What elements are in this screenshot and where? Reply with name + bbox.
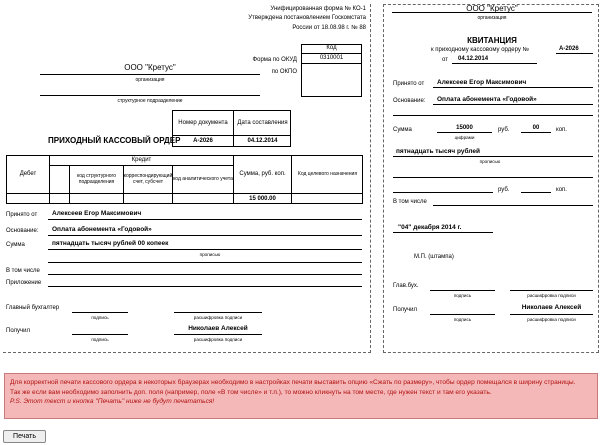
col-sum: Сумма, руб. коп. (239, 171, 286, 178)
subdivision-label: структурное подразделение (117, 98, 183, 104)
receipt-got-decoding-label: расшифровка подписи (527, 317, 576, 322)
receipt-rub-label-2: руб. (498, 187, 510, 193)
receipt-kop-label-2: коп. (556, 187, 567, 193)
receipt-number[interactable]: А-2026 (559, 46, 579, 52)
okpo-label: по ОКПО (271, 69, 297, 75)
receipt-basis-value[interactable]: Оплата абонемента «Годовой» (437, 96, 537, 103)
code-header: Код (301, 44, 362, 54)
order-number[interactable]: А-2026 (193, 137, 213, 144)
receipt-kop-label: коп. (556, 127, 567, 133)
receipt-to-order-label: к приходному кассовому ордеру № (431, 47, 529, 53)
sum-words[interactable]: пятнадцать тысяч рублей 00 копеек (52, 240, 169, 247)
approved-by: Утверждена постановлением Госкомстата (248, 15, 366, 21)
receipt-sum-kop[interactable]: 00 (532, 125, 540, 131)
col-account: корреспондирующий счет, субсчет (123, 172, 173, 185)
receipt-rub-label: руб. (498, 127, 510, 133)
approved-date: России от 18.08.98 г. № 88 (292, 25, 366, 31)
receipt-got-name[interactable]: Николаев Алексей (521, 304, 582, 311)
org-name[interactable]: ООО "Кретус" (124, 63, 176, 72)
okud-value[interactable]: 0310001 (301, 54, 362, 64)
col-analytic: код аналитического учета (173, 175, 233, 182)
print-button[interactable]: Печать (3, 430, 46, 443)
receipt-got-signature-label: подпись (453, 317, 472, 322)
receipt-including-label: В том числе (393, 199, 427, 205)
chief-signature-label: подпись (91, 315, 109, 320)
receipt-sum-label: Сумма (393, 127, 412, 133)
receipt-stamp-label: М.П. (штампа) (414, 254, 454, 260)
col-subdivision: код структурного подразделения (76, 172, 117, 185)
chief-decoding-label: расшифровка подписи (193, 315, 243, 320)
receipt-basis-label: Основание: (393, 98, 426, 104)
attachment-label: Приложение (6, 280, 42, 286)
receipt-including-line[interactable] (433, 205, 593, 206)
including-line[interactable] (48, 274, 362, 275)
okud-label: Форма по ОКУД (252, 57, 297, 63)
receipt-received-value[interactable]: Алексеев Егор Максимович (437, 79, 527, 86)
print-notice (4, 373, 598, 419)
chief-label: Главный бухгалтер (6, 305, 60, 311)
receipt-org-label: организация (477, 15, 507, 21)
number-label: Номер документа (178, 119, 228, 126)
receipt-frame (383, 4, 599, 353)
basis-value[interactable]: Оплата абонемента «Годовой» (52, 226, 152, 233)
receipt-in-words-label: прописью (479, 159, 501, 164)
receipt-chief-signature-label: подпись (453, 293, 472, 298)
receipt-received-label: Принято от (393, 81, 425, 87)
debit-header: Дебет (19, 171, 37, 178)
notice-line-1: Для корректной печати кассового ордера в некоторых браузерах необходимо в настройках печати выставить опцию «Сжать по размеру», чтобы ордер помещался в ширину страницы. (10, 379, 576, 386)
receipt-signed-date[interactable]: "04" декабря 2014 г. (398, 224, 462, 231)
sum-label: Сумма (6, 242, 25, 248)
notice-line-3: P.S. Этот текст и кнопка "Печать" ниже не будут печататься! (10, 398, 215, 405)
notice-line-2: Так же если вам необходимо заполнить доп. поля (например, поле «В том числе» и т.п.), то можно кликнуть на том месте, где нужен текст и там его указать. (10, 388, 492, 396)
including-label: В том числе (6, 268, 40, 274)
received-value[interactable]: Алексеев Егор Максимович (52, 210, 142, 217)
sum-value[interactable]: 15 000.00 (249, 195, 276, 202)
org-label: организация (135, 77, 165, 83)
credit-header: Кредит (131, 157, 152, 164)
received-label: Принято от (6, 212, 38, 218)
in-words-label: прописью (199, 252, 221, 257)
receipt-sum-words[interactable]: пятнадцать тысяч рублей (396, 148, 480, 155)
receipt-chief-decoding-label: расшифровка подписи (527, 293, 576, 298)
form-name: Унифицированная форма № КО-1 (270, 6, 366, 12)
receipt-date-label: от (442, 57, 448, 63)
receipt-got-label: Получил (393, 307, 417, 313)
order-date[interactable]: 04.12.2014 (247, 137, 278, 144)
date-label: Дата составления (237, 119, 288, 126)
col-target: Код целевого назначения (297, 170, 358, 177)
got-label: Получил (6, 328, 30, 334)
got-name[interactable]: Николаев Алексей (188, 325, 248, 332)
receipt-title: КВИТАНЦИЯ (467, 36, 517, 45)
receipt-digits-label: цифрами (454, 135, 475, 140)
attachment-line[interactable] (48, 286, 362, 287)
got-decoding-label: расшифровка подписи (193, 337, 243, 342)
receipt-sum-rub[interactable]: 15000 (456, 125, 473, 131)
receipt-org-name[interactable]: ООО "Кретус" (466, 4, 518, 13)
receipt-chief-label: Глав.бух. (393, 283, 419, 289)
got-signature-label: подпись (91, 337, 109, 342)
basis-label: Основание: (6, 228, 39, 234)
order-title: ПРИХОДНЫЙ КАССОВЫЙ ОРДЕР (48, 136, 181, 145)
org-line (40, 74, 260, 75)
subdivision-line (40, 95, 260, 96)
receipt-date[interactable]: 04.12.2014 (458, 56, 489, 62)
